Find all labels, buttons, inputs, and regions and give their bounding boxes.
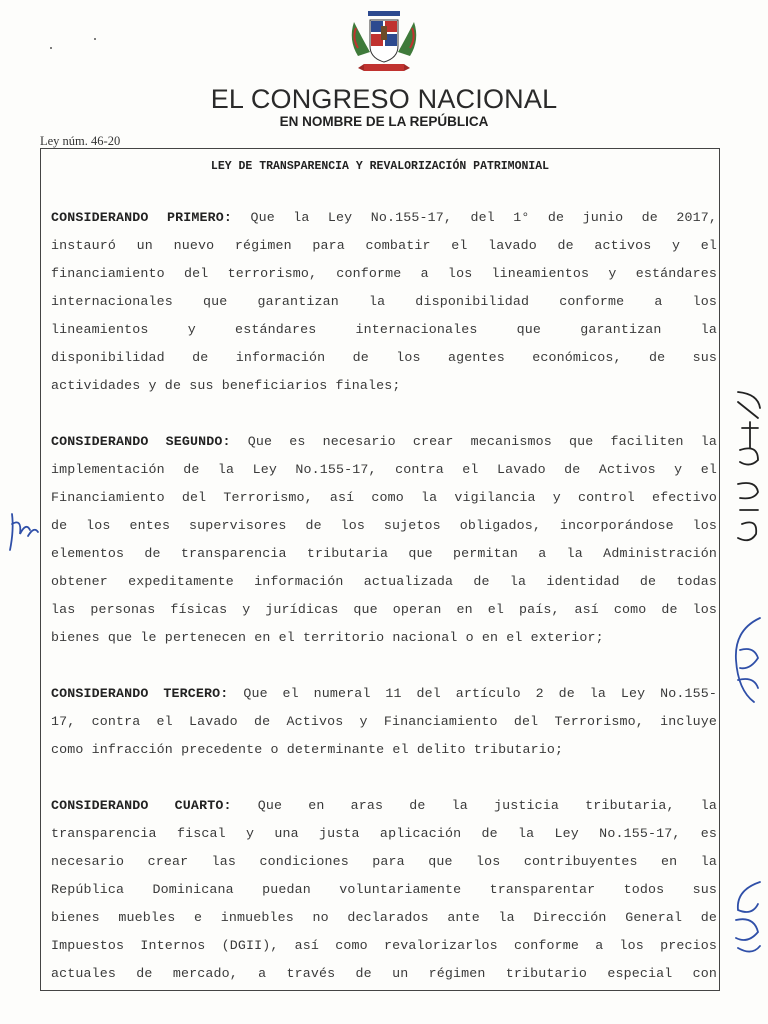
paragraph-label: CONSIDERANDO CUARTO: <box>51 798 232 813</box>
paragraph-line: obtener expeditamente información actualizada de la identidad de todas <box>51 574 717 589</box>
coat-of-arms-icon <box>342 8 426 78</box>
document-title: LEY DE TRANSPARENCIA Y REVALORIZACIÓN PATRIMONIAL <box>210 160 550 173</box>
considerando-segundo <box>51 428 717 652</box>
paragraph-label: CONSIDERANDO PRIMERO: <box>51 210 233 225</box>
paragraph-line: elementos de transparencia tributaria que permitan a la Administración <box>51 546 717 561</box>
paragraph-line: Impuestos Internos (DGII), así como revalorizarlos conforme a los precios <box>51 938 717 953</box>
paragraph-line: transparencia fiscal y una justa aplicación de la Ley No.155-17, es <box>51 826 717 841</box>
speck <box>94 38 96 40</box>
considerando-primero <box>51 204 717 400</box>
paragraph-line: República Dominicana puedan voluntariamente transparentar todos sus <box>51 882 717 897</box>
paragraph-label: CONSIDERANDO TERCERO: <box>51 686 229 701</box>
handwritten-initials-bottom-right <box>724 876 768 966</box>
paragraph-line: implementación de la Ley No.155-17, contra el Lavado de Activos y el <box>51 462 717 477</box>
paragraph-line: las personas físicas y jurídicas que operan en el país, así como de los <box>51 602 717 617</box>
handwritten-initials-left <box>4 500 44 560</box>
considerando-tercero <box>51 680 717 764</box>
paragraph-line: disponibilidad de información de los agentes económicos, de sus <box>51 350 717 365</box>
paragraph-line: bienes muebles e inmuebles no declarados ante la Dirección General de <box>51 910 717 925</box>
paragraph-line: internacionales que garantizan la disponibilidad conforme a los <box>51 294 717 309</box>
law-number: Ley núm. 46-20 <box>40 134 121 148</box>
paragraph-line: financiamiento del terrorismo, conforme a los lineamientos y estándares <box>51 266 717 281</box>
congress-subtitle: EN NOMBRE DE LA REPÚBLICA <box>279 114 489 129</box>
paragraph-line: instauró un nuevo régimen para combatir el lavado de activos y el <box>51 238 717 253</box>
paragraph-line: CONSIDERANDO CUARTO: Que en aras de la justicia tributaria, la <box>51 798 717 813</box>
handwritten-initials-right <box>728 388 768 558</box>
paragraph-line: CONSIDERANDO SEGUNDO: Que es necesario crear mecanismos que faciliten la <box>51 434 717 449</box>
paragraph-line: lineamientos y estándares internacionales que garantizan la <box>51 322 717 337</box>
paragraph-line: Financiamiento del Terrorismo, así como la vigilancia y control efectivo <box>51 490 717 505</box>
paragraph-line: actividades y de sus beneficiarios finales; <box>51 378 401 393</box>
paragraph-label: CONSIDERANDO SEGUNDO: <box>51 434 231 449</box>
handwritten-signature-right <box>724 610 768 710</box>
paragraph-line: necesario crear las condiciones para que los contribuyentes en la <box>51 854 717 869</box>
speck <box>50 47 52 49</box>
considerando-cuarto <box>51 792 717 988</box>
paragraph-line: como infracción precedente o determinante el delito tributario; <box>51 742 564 757</box>
paragraph-line: CONSIDERANDO TERCERO: Que el numeral 11 del artículo 2 de la Ley No.155- <box>51 686 717 701</box>
paragraph-line: bienes que le pertenecen en el territorio nacional o en el exterior; <box>51 630 604 645</box>
congress-title: EL CONGRESO NACIONAL <box>210 84 558 114</box>
paragraph-line: de los entes supervisores de los sujetos obligados, incorporándose los <box>51 518 717 533</box>
paragraph-line: CONSIDERANDO PRIMERO: Que la Ley No.155-17, del 1° de junio de 2017, <box>51 210 717 225</box>
paragraph-line: actuales de mercado, a través de un régimen tributario especial con <box>51 966 717 981</box>
paragraph-line: 17, contra el Lavado de Activos y Financiamiento del Terrorismo, incluye <box>51 714 717 729</box>
